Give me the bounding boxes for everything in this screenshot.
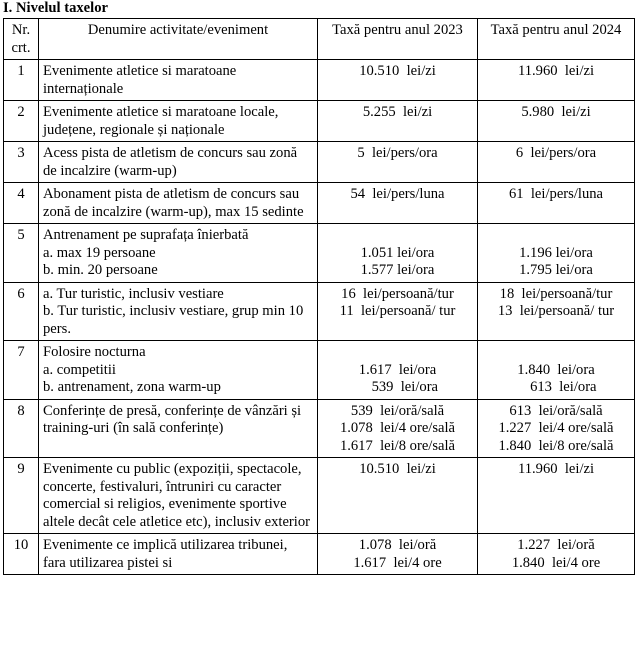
table-row: [4, 534, 635, 575]
fee-2023: [318, 341, 478, 400]
fee-line: 61 lei/pers/luna: [508, 186, 604, 202]
row-number: 2: [4, 101, 39, 142]
fee-line: 1.840 lei/ora: [517, 361, 595, 378]
description-line: Antrenament pe suprafața înierbată: [43, 227, 249, 243]
fee-value: 539 lei/ora: [371, 379, 439, 395]
fee-2023: [318, 534, 478, 575]
fee-2024: [478, 399, 635, 458]
row-number: 8: [4, 399, 39, 458]
fee-2023: [318, 399, 478, 458]
fee-line: 1.577 lei/ora: [360, 262, 435, 278]
description-line: b. min. 20 persoane: [43, 262, 158, 278]
fee-2023: [318, 282, 478, 341]
row-number: 9: [4, 458, 39, 534]
row-description: [39, 341, 318, 400]
table-row: [4, 399, 635, 458]
fee-2024: [478, 224, 635, 283]
row-number: 4: [4, 183, 39, 224]
row-description: [39, 224, 318, 283]
table-header-row: [4, 19, 635, 60]
header-nr-line: Nr.: [11, 22, 31, 38]
row-number: 1: [4, 60, 39, 101]
row-number: 5: [4, 224, 39, 283]
fee-line: 11.960 lei/zi: [517, 461, 595, 477]
table-row: [4, 101, 635, 142]
fee-line: 1.227 lei/4 ore/sală: [498, 420, 614, 436]
description-line: Conferințe de presă, conferințe de vânzări și training-uri (în sală conferințe): [43, 402, 302, 436]
fee-line: [322, 344, 473, 362]
fee-2024: [478, 341, 635, 400]
table-row: [4, 341, 635, 400]
fee-value: 613 lei/ora: [530, 379, 597, 395]
fee-line: 1.078 lei/oră: [358, 537, 437, 553]
table-row: [4, 60, 635, 101]
fee-line: 5 lei/pers/ora: [357, 145, 438, 161]
fee-2024: [478, 534, 635, 575]
fee-line: 1.840 lei/4 ore: [511, 554, 601, 571]
fee-line: 6 lei/pers/ora: [515, 145, 597, 161]
description-line: Abonament pista de atletism de concurs sau zonă de incalzire (warm-up), max 15 sedinte: [43, 186, 304, 220]
fee-line: 1.196 lei/ora: [519, 244, 593, 261]
fee-line: 1.051 lei/ora: [360, 244, 435, 261]
row-number: 3: [4, 142, 39, 183]
fee-line: 11 lei/persoană/ tur: [339, 303, 456, 319]
fee-line: 539 lei/oră/sală: [350, 402, 445, 419]
fee-line: 11.960 lei/zi: [517, 63, 595, 79]
fee-2024: [478, 282, 635, 341]
header-2024: Taxă pentru anul 2024: [478, 19, 635, 60]
fee-2024: [478, 183, 635, 224]
description-line: Evenimente atletice si maratoane internaționale: [43, 63, 237, 97]
row-description: [39, 282, 318, 341]
fee-2023: [318, 458, 478, 534]
description-line: Folosire nocturna: [43, 344, 146, 360]
fee-2023: [318, 183, 478, 224]
table-row: [4, 458, 635, 534]
fee-line: 10.510 lei/zi: [359, 461, 436, 477]
header-activity: Denumire activitate/eveniment: [39, 19, 318, 60]
fees-table: [3, 18, 635, 575]
fee-line: 1.078 lei/4 ore/sală: [339, 420, 456, 436]
fee-line: 1.617 lei/ora: [358, 361, 437, 378]
fee-line: 613 lei/oră/sală: [509, 402, 603, 419]
table-row: [4, 282, 635, 341]
fee-2024: [478, 101, 635, 142]
fee-line: 18 lei/persoană/tur: [499, 285, 613, 302]
fee-2023: [318, 142, 478, 183]
row-description: [39, 183, 318, 224]
fee-line: 13 lei/persoană/ tur: [497, 303, 615, 319]
description-line: b. antrenament, zona warm-up: [43, 379, 221, 395]
fee-2023: [318, 224, 478, 283]
row-description: [39, 534, 318, 575]
fee-line: 1.795 lei/ora: [519, 262, 593, 278]
fee-line: 1.227 lei/oră: [517, 537, 595, 553]
description-line: a. competitii: [43, 361, 116, 378]
table-row: [4, 142, 635, 183]
row-description: [39, 142, 318, 183]
row-number: 7: [4, 341, 39, 400]
fee-line: 1.617 lei/8 ore/sală: [339, 437, 456, 454]
table-row: [4, 183, 635, 224]
fee-line: 16 lei/persoană/tur: [341, 285, 454, 302]
row-description: [39, 60, 318, 101]
fee-line: 1.617 lei/4 ore: [353, 554, 442, 571]
fee-2024: [478, 458, 635, 534]
description-line: a. max 19 persoane: [43, 244, 156, 261]
row-number: 6: [4, 282, 39, 341]
fee-line: 1.840 lei/8 ore/sală: [498, 437, 614, 454]
row-number: 10: [4, 534, 39, 575]
row-description: [39, 458, 318, 534]
description-line: Acess pista de atletism de concurs sau zonă de incalzire (warm-up): [43, 145, 298, 179]
description-line: Evenimente cu public (expoziții, spectacole, concerte, festivaluri, întruniri cu caracter comercial si religios, evenimente sportive altele decât cele atletice etc), inclusiv exterior: [43, 461, 310, 530]
description-line: Evenimente atletice si maratoane locale, județene, regionale și naționale: [43, 104, 279, 138]
fee-2023: [318, 60, 478, 101]
header-2023: Taxă pentru anul 2023: [318, 19, 478, 60]
fee-line: 5.980 lei/zi: [521, 104, 591, 120]
fee-line: 10.510 lei/zi: [359, 63, 436, 79]
header-nr-line: crt.: [11, 39, 31, 56]
header-nr: [4, 19, 39, 60]
row-description: [39, 399, 318, 458]
fee-line: 54 lei/pers/luna: [350, 186, 445, 202]
row-description: [39, 101, 318, 142]
description-line: b. Tur turistic, inclusiv vestiare, grup min 10 pers.: [43, 303, 304, 337]
section-heading: I. Nivelul taxelor: [3, 0, 108, 16]
description-line: Evenimente ce implică utilizarea tribunei, fara utilizarea pistei si: [43, 537, 288, 571]
fee-line: [482, 344, 630, 362]
fee-2023: [318, 101, 478, 142]
fee-line: [322, 379, 473, 397]
fee-line: 5.255 lei/zi: [362, 104, 433, 120]
fee-line: [322, 227, 473, 245]
fee-2024: [478, 60, 635, 101]
fee-2024: [478, 142, 635, 183]
fee-line: [482, 379, 630, 397]
table-row: [4, 224, 635, 283]
fee-line: [482, 227, 630, 245]
description-line: a. Tur turistic, inclusiv vestiare: [43, 285, 224, 302]
